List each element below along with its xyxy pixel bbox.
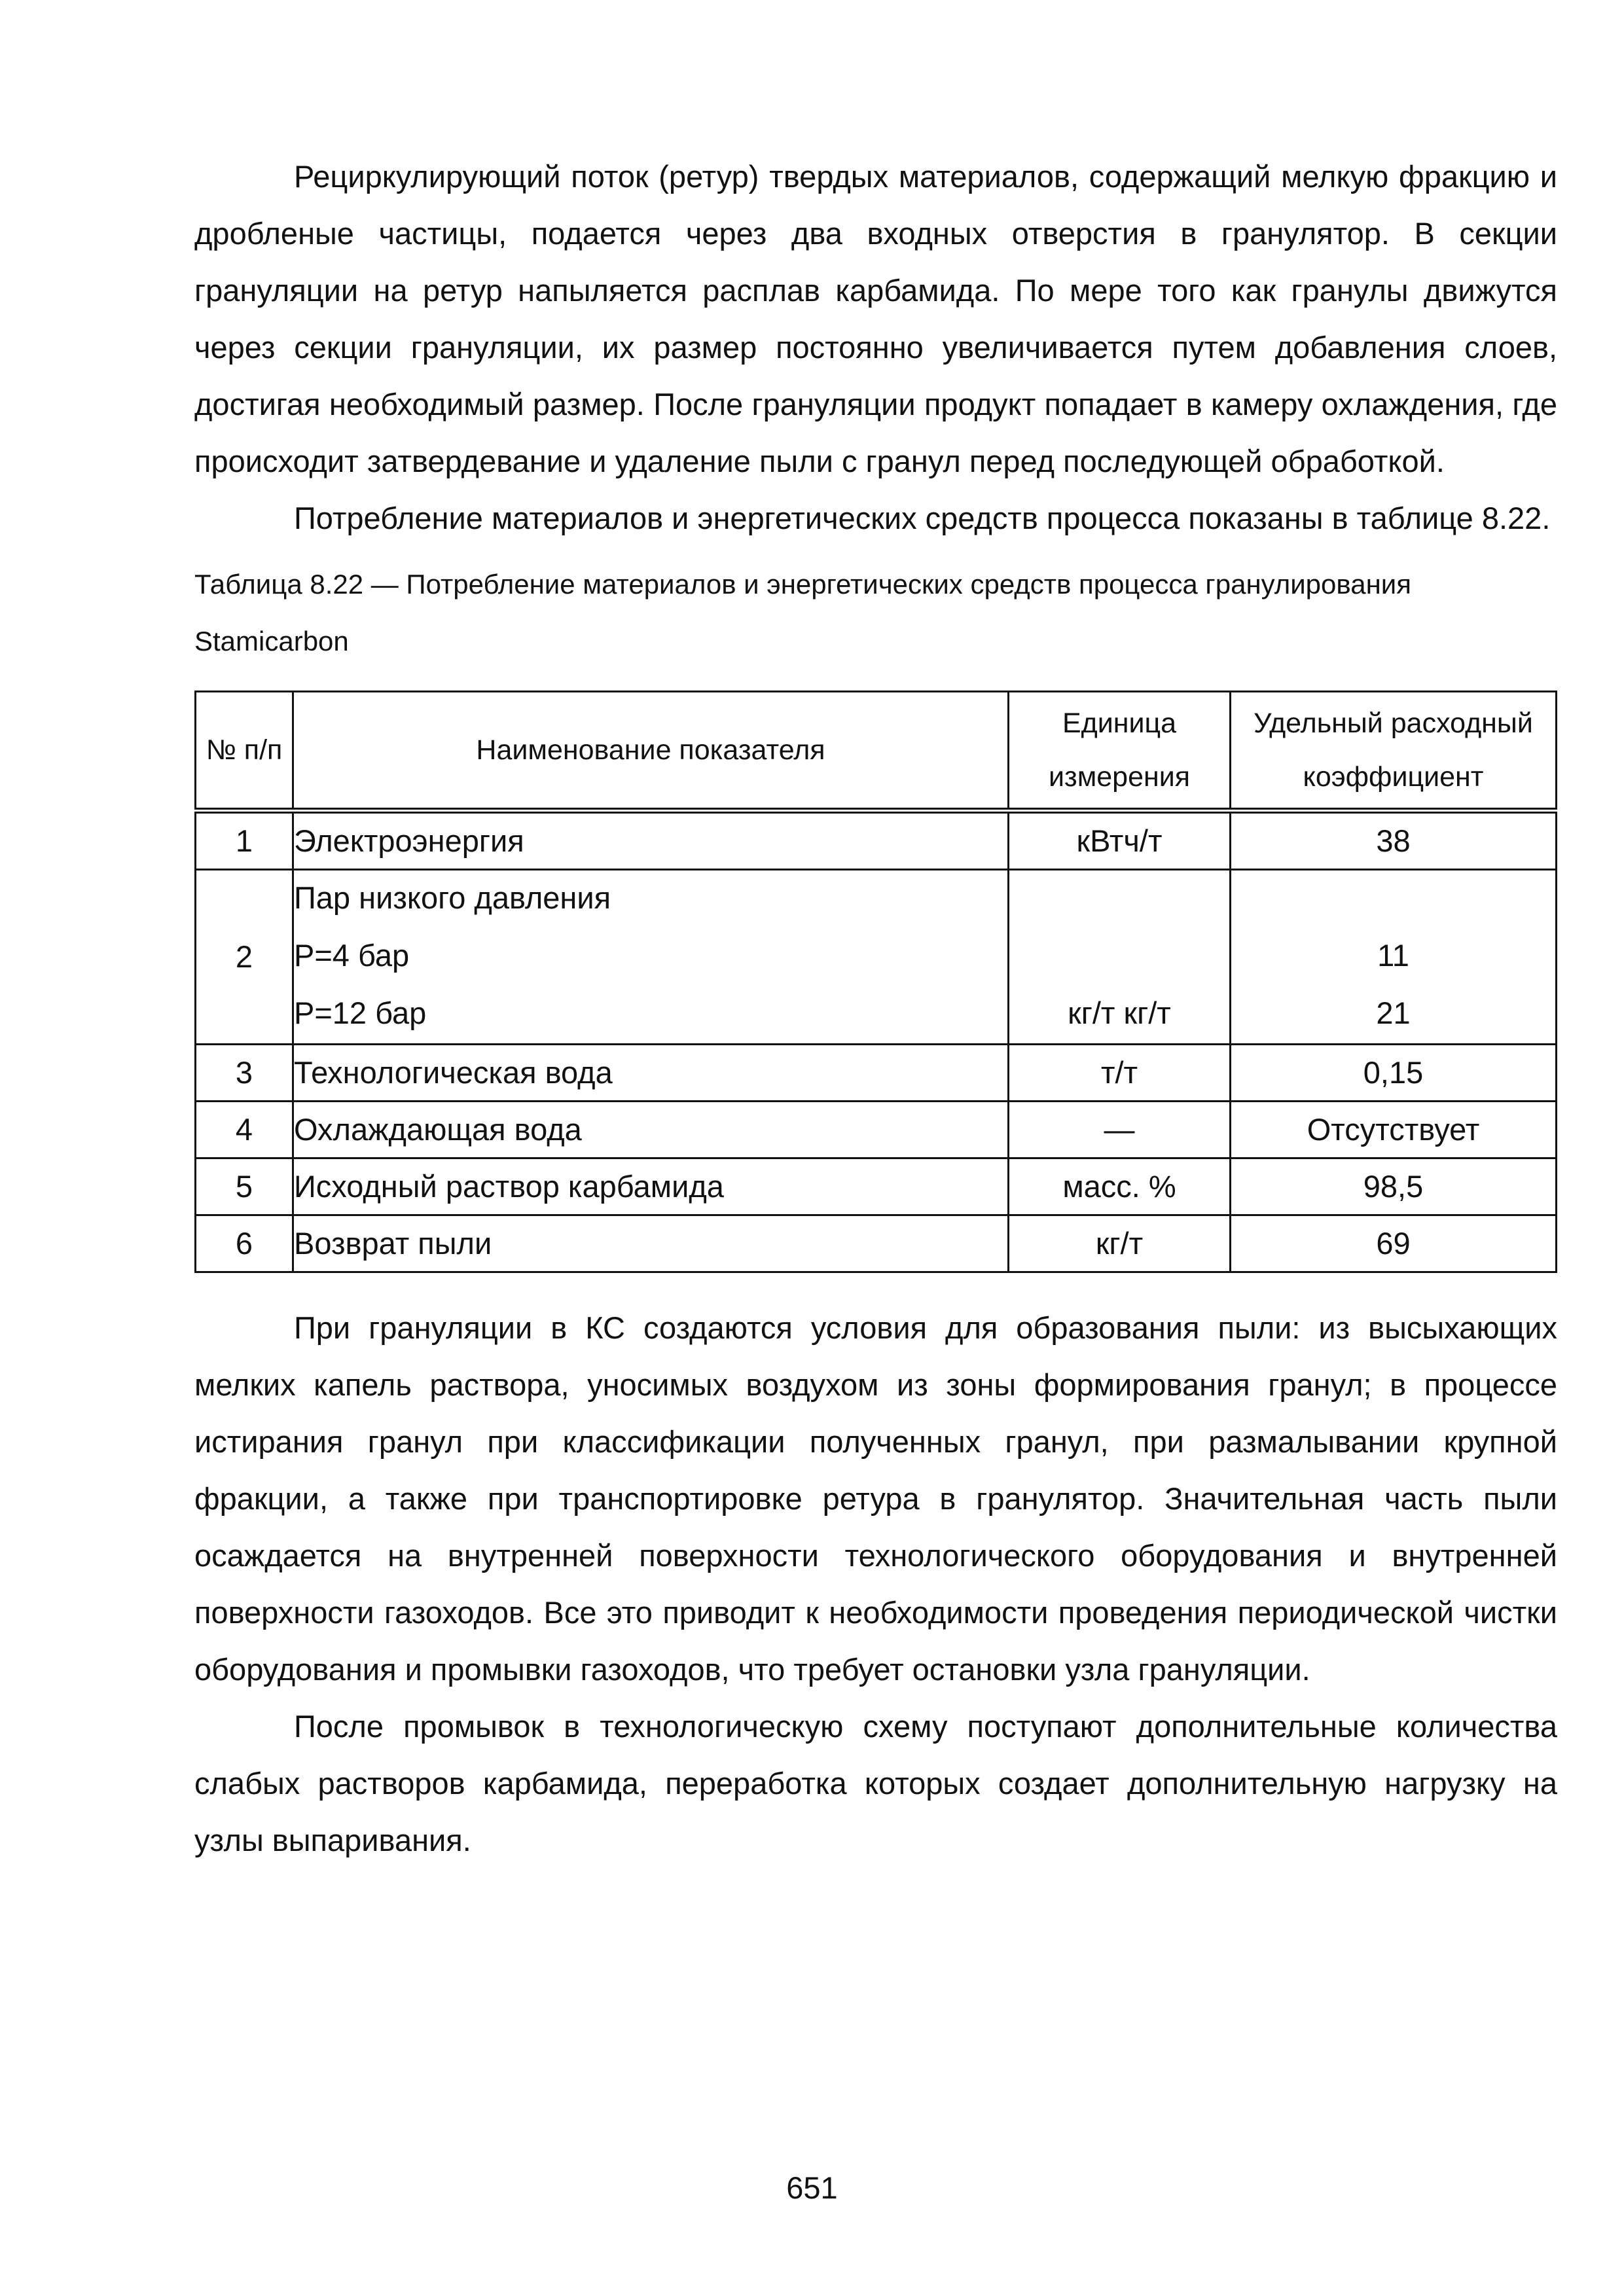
row-value: 69 xyxy=(1231,1215,1557,1272)
row-unit: масс. % xyxy=(1009,1158,1231,1215)
row-value-line xyxy=(1231,870,1555,928)
row-unit-line xyxy=(1009,928,1229,986)
row-num: 3 xyxy=(196,1045,293,1102)
table-row xyxy=(196,870,1557,1045)
row-value: 0,15 xyxy=(1231,1045,1557,1102)
row-name: Возврат пыли xyxy=(293,1215,1009,1272)
page-number: 651 xyxy=(786,2170,838,2205)
row-name: Исходный раствор карбамида xyxy=(293,1158,1009,1215)
row-value: 38 xyxy=(1231,811,1557,870)
row-name: Охлаждающая вода xyxy=(293,1102,1009,1158)
row-unit-line xyxy=(1009,870,1229,928)
row-num: 2 xyxy=(196,870,293,1045)
row-num: 1 xyxy=(196,811,293,870)
row-value: 98,5 xyxy=(1231,1158,1557,1215)
row-num: 4 xyxy=(196,1102,293,1158)
consumption-table xyxy=(194,691,1557,1273)
paragraph-recycle-flow: Рециркулирующий поток (ретур) твердых материалов, содержащий мелкую фракцию и дробленые частицы, подается через два входных отверстия в гранулятор. В секции грануляции на ретур напыляется расплав карбамида. По мере того как гранулы движутся через секции грануляции, их размер постоянно увеличивается путем добавления слоев, достигая необходимый размер. После грануляции продукт попадает в камеру охлаждения, где происходит затвердевание и удаление пыли с гранул перед последующей обработкой. xyxy=(194,159,1557,478)
header-name: Наименование показателя xyxy=(293,692,1009,811)
paragraph-consumption-intro: Потребление материалов и энергетических средств процесса показаны в таблице 8.22. xyxy=(294,501,1551,535)
row-unit xyxy=(1009,870,1231,1045)
row-value xyxy=(1231,870,1557,1045)
header-num: № п/п xyxy=(196,692,293,811)
row-num: 6 xyxy=(196,1215,293,1272)
row-num: 5 xyxy=(196,1158,293,1215)
table-row xyxy=(196,1045,1557,1102)
table-caption: Таблица 8.22 — Потребление материалов и энергетических средств процесса гранулирования Stamicarbon xyxy=(194,569,1411,656)
row-unit: кг/т xyxy=(1009,1215,1231,1272)
page-content xyxy=(194,148,1557,1869)
table-row xyxy=(196,811,1557,870)
paragraph-dust-formation: При грануляции в КС создаются условия для образования пыли: из высыхающих мелких капель раствора, уносимых воздухом из зоны формирования гранул; в процессе истирания гранул при классификации полученных гранул, при размалывании крупной фракции, а также при транспортировке ретура в гранулятор. Значительная часть пыли осаждается на внутренней поверхности технологического оборудования и внутренней поверхности газоходов. Все это приводит к необходимости проведения периодической чистки оборудования и промывки газоходов, что требует остановки узла грануляции. xyxy=(194,1310,1557,1687)
row-name-line: P=4 бар xyxy=(294,938,410,973)
table-row xyxy=(196,1102,1557,1158)
paragraph-washing: После промывок в технологическую схему поступают дополнительные количества слабых растворов карбамида, переработка которых создает дополнительную нагрузку на узлы выпаривания. xyxy=(194,1709,1557,1857)
row-unit: — xyxy=(1009,1102,1231,1158)
table-header-row xyxy=(196,692,1557,811)
row-value-line: 11 xyxy=(1377,938,1409,973)
row-value-line: 21 xyxy=(1376,996,1411,1030)
row-name: Электроэнергия xyxy=(293,811,1009,870)
row-name-line: Пар низкого давления xyxy=(294,880,611,915)
row-value: Отсутствует xyxy=(1231,1102,1557,1158)
row-name xyxy=(293,870,1009,1045)
row-name: Технологическая вода xyxy=(293,1045,1009,1102)
row-unit: кВтч/т xyxy=(1009,811,1231,870)
table-row xyxy=(196,1215,1557,1272)
row-name-line: P=12 бар xyxy=(294,996,427,1030)
header-value: Удельный расходный коэффициент xyxy=(1231,692,1557,811)
table-row xyxy=(196,1158,1557,1215)
post-table-text xyxy=(194,1299,1557,1869)
row-unit: т/т xyxy=(1009,1045,1231,1102)
header-unit: Единица измерения xyxy=(1009,692,1231,811)
row-unit-line: кг/т кг/т xyxy=(1068,996,1171,1030)
